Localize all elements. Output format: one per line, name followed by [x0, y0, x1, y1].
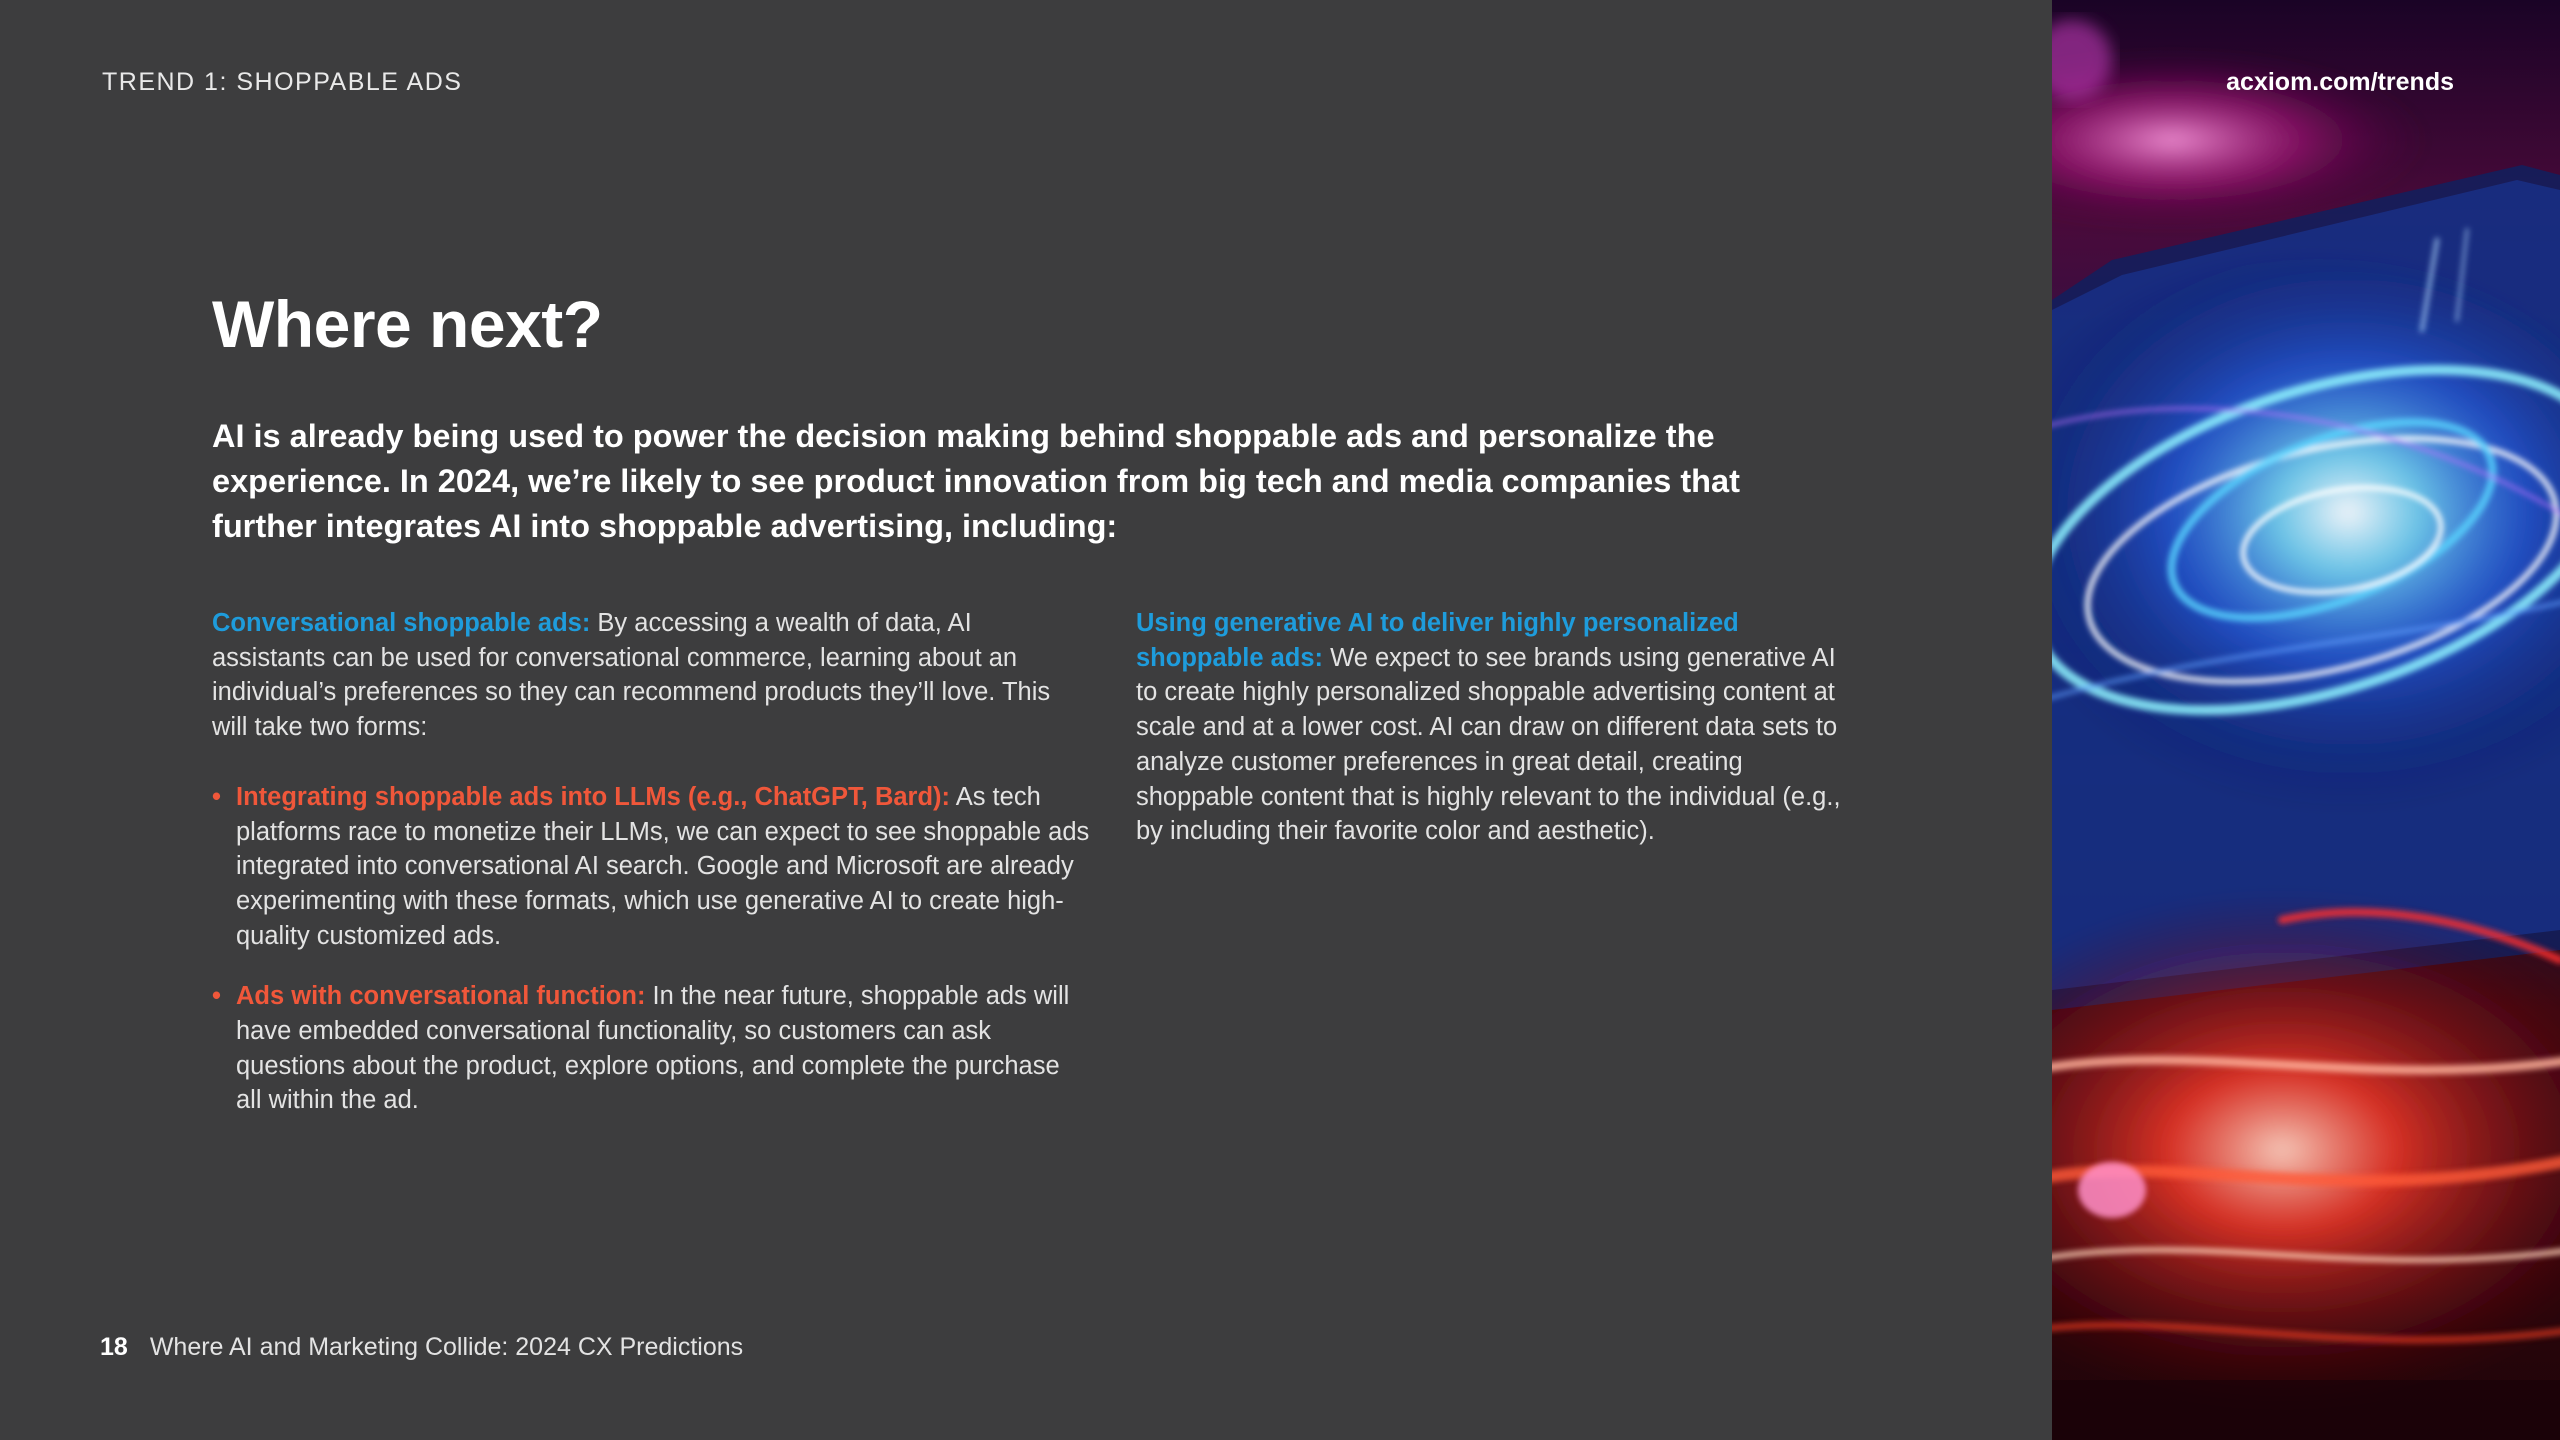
bullet-list: [212, 780, 1092, 1118]
conversational-ads-lead: Conversational shoppable ads:: [212, 609, 591, 637]
list-item: [212, 979, 1092, 1118]
left-column: [212, 606, 1092, 1144]
generative-ai-lead: Using generative AI to deliver highly personalized shoppable ads:: [1136, 609, 1739, 672]
neon-device-image: [2052, 0, 2560, 1440]
footer: [100, 1333, 743, 1362]
bullet-text: In the near future, shoppable ads will have embedded conversational functionality, so customers can ask questions about the product, explore options, and complete the purchase all within the ad.: [236, 982, 1070, 1115]
conversational-ads-paragraph: [212, 606, 1092, 745]
bullet-icon: •: [212, 982, 221, 1011]
right-column: [1136, 606, 1856, 849]
generative-ai-paragraph: [1136, 606, 1856, 849]
bullet-icon: •: [212, 782, 221, 811]
conversational-ads-text: By accessing a wealth of data, AI assistants can be used for conversational commerce, learning about an individual’s preferences so they can recommend products they’ll love. This will take two forms:: [212, 609, 1051, 742]
list-item: [212, 780, 1092, 954]
page-number: 18: [100, 1333, 128, 1361]
section-label: TREND 1: SHOPPABLE ADS: [102, 68, 463, 96]
site-link[interactable]: acxiom.com/trends: [2226, 68, 2454, 96]
document-title: Where AI and Marketing Collide: 2024 CX Predictions: [149, 1333, 744, 1361]
bullet-lead: Ads with conversational function:: [236, 982, 646, 1011]
bullet-lead: Integrating shoppable ads into LLMs (e.g., ChatGPT, Bard):: [236, 782, 951, 811]
generative-ai-text: We expect to see brands using generative AI to create highly personalized shoppable advertising content at scale and at a lower cost. AI can draw on different data sets to analyze customer preferences in great detail, creating shoppable content that is highly relevant to the individual (e.g., by including their favorite color and aesthetic).: [1136, 643, 1841, 846]
intro-paragraph: AI is already being used to power the decision making behind shoppable ads and personalize the experience. In 2024, we’re likely to see product innovation from big tech and media companies that further integrates AI into shoppable advertising, including:: [212, 418, 1740, 544]
page-title: Where next?: [212, 287, 603, 361]
bullet-text: As tech platforms race to monetize their LLMs, we can expect to see shoppable ads integrated into conversational AI search. Google and Microsoft are already experimenting with these formats, which use generative AI to create high-quality customized ads.: [236, 782, 1090, 950]
